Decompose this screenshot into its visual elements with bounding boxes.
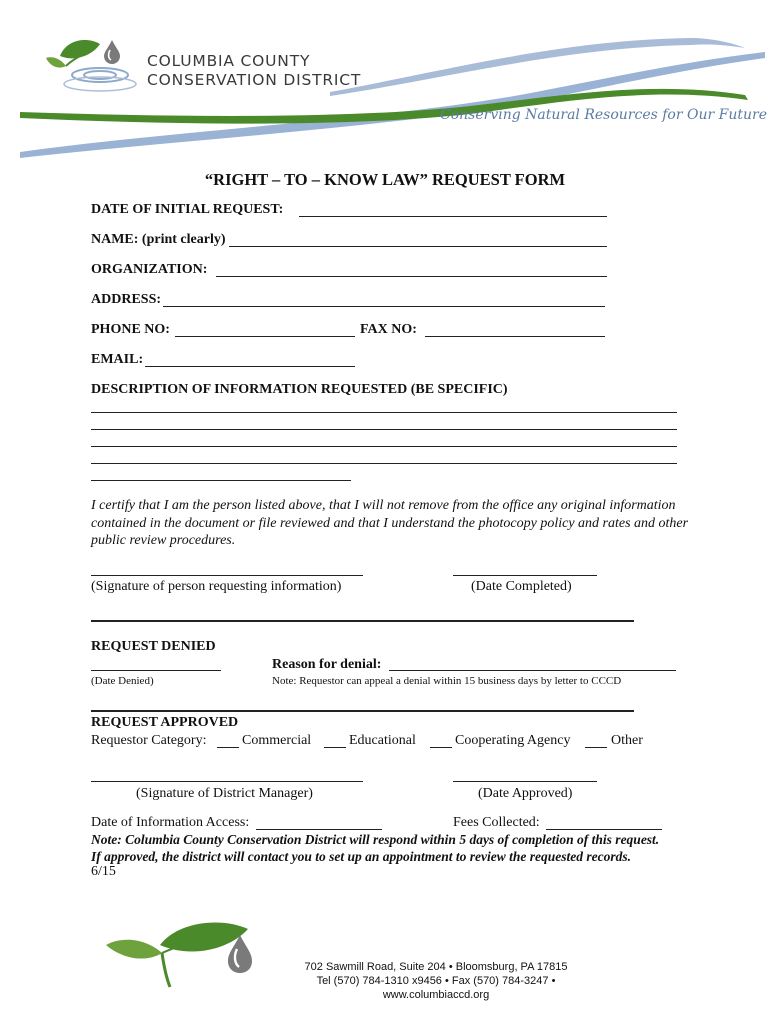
phone-field[interactable] [175,336,355,337]
date-completed-line[interactable] [453,575,597,576]
other-checkbox[interactable] [585,747,607,748]
date-initial-label: DATE OF INITIAL REQUEST: [91,202,284,217]
category-other: Other [611,733,643,748]
certify-text: I certify that I am the person listed above, that I will not remove from the office any original information contained in the document or file reviewed and that I understand the photocopy policy and rates and other public review procedures. [91,498,689,548]
footer-address: 702 Sawmill Road, Suite 204 • Bloomsburg, PA 17815 [304,961,568,973]
access-label: Date of Information Access: [91,815,250,830]
org-name-line1: COLUMBIA COUNTY [147,52,311,70]
commercial-checkbox[interactable] [217,747,239,748]
description-line-3[interactable] [91,446,677,447]
note-line-1: Note: Columbia County Conservation District will respond within 5 days of completion of this request. [91,832,660,847]
denied-heading: REQUEST DENIED [91,639,216,654]
date-completed-caption: (Date Completed) [471,579,572,594]
requester-signature-caption: (Signature of person requesting information) [91,579,342,594]
leaf-logo-icon [46,40,136,91]
fees-label: Fees Collected: [453,815,540,830]
date-initial-field[interactable] [299,216,607,217]
date-approved-line[interactable] [453,781,597,782]
org-name-line2: CONSERVATION DISTRICT [147,71,362,89]
phone-label: PHONE NO: [91,322,170,337]
section-divider-2 [91,710,634,712]
tagline: Conserving Natural Resources for Our Future [440,107,767,123]
name-label: NAME: (print clearly) [91,232,226,247]
date-denied-line[interactable] [91,670,221,671]
fax-field[interactable] [425,336,605,337]
description-line-5[interactable] [91,480,351,481]
footer-website[interactable]: www.columbiaccd.org [382,989,490,1001]
revision-date: 6/15 [91,864,116,879]
description-label: DESCRIPTION OF INFORMATION REQUESTED (BE SPECIFIC) [91,382,508,397]
manager-signature-line[interactable] [91,781,363,782]
form-title: “RIGHT – TO – KNOW LAW” REQUEST FORM [204,170,566,189]
description-line-4[interactable] [91,463,677,464]
category-commercial: Commercial [242,733,312,748]
fees-field[interactable] [546,829,662,830]
section-divider-1 [91,620,634,622]
date-approved-caption: (Date Approved) [478,786,573,801]
category-label: Requestor Category: [91,733,207,748]
blue-swoosh [20,52,765,158]
educational-checkbox[interactable] [324,747,346,748]
appeal-note: Note: Requestor can appeal a denial within 15 business days by letter to CCCD [272,675,622,687]
header-graphic [0,0,770,160]
requester-signature-line[interactable] [91,575,363,576]
approved-heading: REQUEST APPROVED [91,715,239,730]
organization-field[interactable] [216,276,607,277]
footer-logo-icon [100,915,270,995]
name-field[interactable] [229,246,607,247]
category-educational: Educational [349,733,416,748]
fax-label: FAX NO: [360,322,417,337]
reason-field[interactable] [389,670,676,671]
description-line-1[interactable] [91,412,677,413]
category-cooperating-agency: Cooperating Agency [455,733,571,748]
description-line-2[interactable] [91,429,677,430]
reason-label: Reason for denial: [272,657,382,672]
cooperating-agency-checkbox[interactable] [430,747,452,748]
date-denied-caption: (Date Denied) [91,675,154,687]
email-label: EMAIL: [91,352,144,367]
access-field[interactable] [256,829,382,830]
note-line-2: If approved, the district will contact you to set up an appointment to review the requested records. [91,849,631,864]
manager-signature-caption: (Signature of District Manager) [136,786,313,801]
address-field[interactable] [163,306,605,307]
organization-label: ORGANIZATION: [91,262,208,277]
footer-phone: Tel (570) 784-1310 x9456 • Fax (570) 784-3247 • [316,975,556,987]
email-field[interactable] [145,366,355,367]
address-label: ADDRESS: [91,292,162,307]
